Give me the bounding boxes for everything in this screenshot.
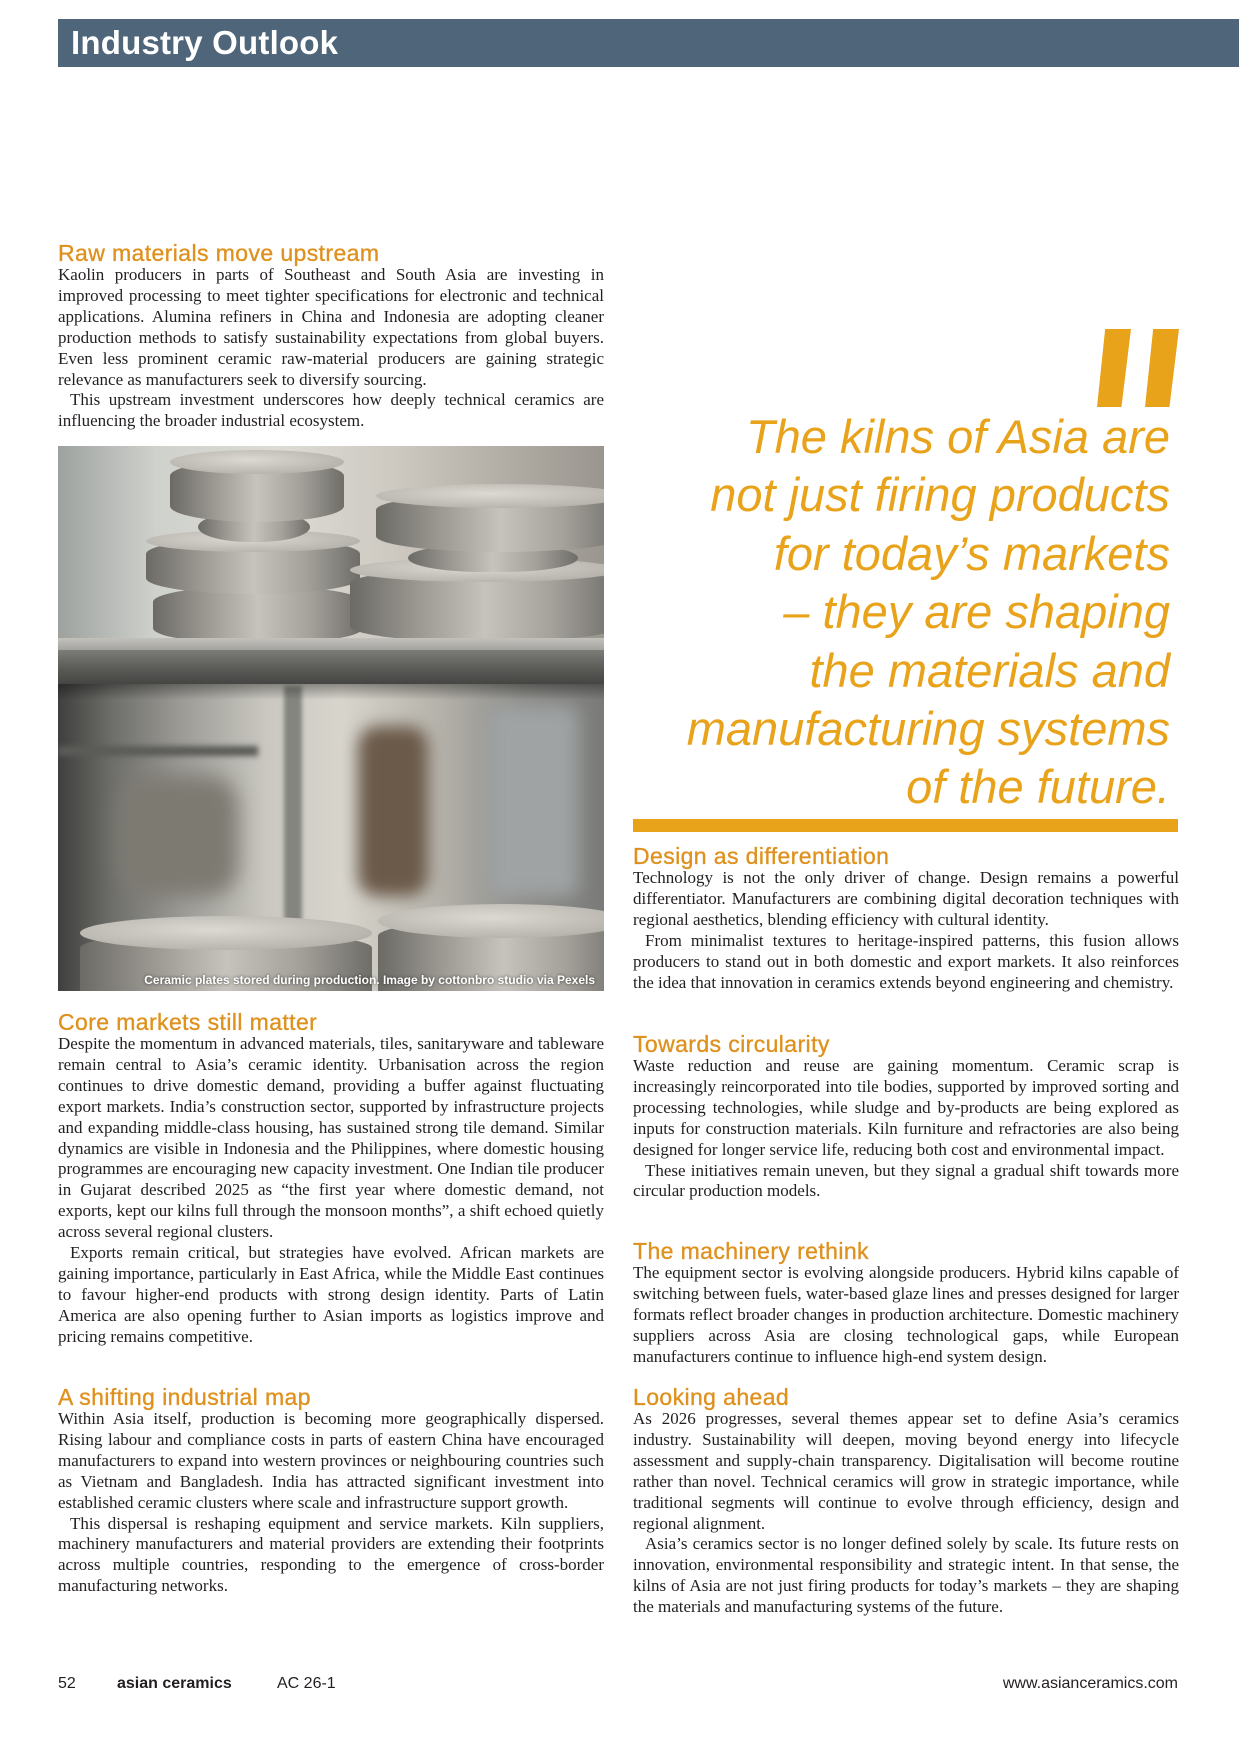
photo-shelf-edge <box>58 650 604 684</box>
pull-quote-line: not just firing products <box>710 468 1170 522</box>
section-header-bar <box>58 19 1239 67</box>
paragraph: From minimalist textures to heritage-inspired patterns, this fusion allows producers to stand out in both domestic and export markets. It also reinforces the idea that innovation in ceramics extends beyond engineering and chemistry. <box>633 930 1179 992</box>
paragraph: Waste reduction and reuse are gaining momentum. Ceramic scrap is increasingly reincorporated into tile bodies, supported by improved sorting and processing technologies, while sludge and by-products are being explored as inputs for construction materials. Kiln furniture and refractories are also being designed for longer service life, reducing both cost and environmental impact. <box>633 1056 1179 1159</box>
photo-ceramic-disc-top <box>170 450 344 474</box>
quote-mark-icon <box>1097 329 1131 407</box>
article-section-design <box>633 844 1179 993</box>
article-section-machinery <box>633 1239 1179 1368</box>
section-heading: Core markets still matter <box>58 1009 318 1035</box>
photo-shelf-surface <box>58 638 604 650</box>
section-heading: The machinery rethink <box>633 1238 869 1264</box>
photo-caption: Ceramic plates stored during production. Image by cottonbro studio via Pexels <box>144 973 595 987</box>
photo-ceramic-disc-top <box>80 916 372 950</box>
article-section-core-markets <box>58 1010 604 1348</box>
section-heading: A shifting industrial map <box>58 1384 311 1410</box>
pull-quote-divider <box>633 819 1178 832</box>
section-heading: Raw materials move upstream <box>58 240 380 266</box>
pull-quote-line: manufacturing systems <box>686 702 1170 756</box>
page-number: 52 <box>58 1675 76 1692</box>
section-title: Industry Outlook <box>71 24 339 61</box>
paragraph: Despite the momentum in advanced materials, tiles, sanitaryware and tableware remain central to Asia’s ceramic identity. Urbanisation across the region continues to drive domestic demand, providing a buffer against fluctuating export markets. India’s construction sector, supported by infrastructure projects and expanding middle-class housing, has sustained strong tile demand. Similar dynamics are visible in Indonesia and the Philippines, where domestic housing programmes are encouraging new capacity investment. One Indian tile producer in Gujarat described 2025 as “the first year where domestic demand, not exports, kept our kilns full through the monsoon months”, a shift echoed quietly across several regional clusters. <box>58 1034 604 1242</box>
article-section-looking-ahead <box>633 1385 1179 1618</box>
photo-blurred-object <box>358 726 428 896</box>
quote-mark-icon <box>1145 329 1179 407</box>
pull-quote-line: the materials and <box>809 643 1170 697</box>
paragraph: The equipment sector is evolving alongside producers. Hybrid kilns capable of switching between fuels, water-based glaze lines and presses designed for larger formats reflect broader changes in production architecture. Domestic machinery suppliers across Asia are closing technological gaps, while European manufacturers continue to influence high-end system design. <box>633 1263 1179 1366</box>
paragraph: As 2026 progresses, several themes appear set to define Asia’s ceramics industry. Sustainability will deepen, moving beyond energy into lifecycle assessment and supply-chain transparency. Digitalisation will become routine rather than novel. Technical ceramics will grow in strategic importance, while traditional segments will continue to evolve through efficiency, design and regional alignment. <box>633 1409 1179 1533</box>
article-section-circularity <box>633 1032 1179 1202</box>
paragraph: Within Asia itself, production is becoming more geographically dispersed. Rising labour and compliance costs in parts of eastern China have encouraged manufacturers to expand into western provinces or neighbouring countries such as Vietnam and Bangladesh. India has attracted significant investment into established ceramic clusters where scale and infrastructure support growth. <box>58 1409 604 1512</box>
photo-blurred-object <box>488 706 578 896</box>
article-photo <box>58 446 604 991</box>
paragraph: Kaolin producers in parts of Southeast and South Asia are investing in improved processing to meet tighter specifications for electronic and technical applications. Alumina refiners in China and Indonesia are adopting cleaner production methods to satisfy sustainability expectations from global buyers. Even less prominent ceramic raw-material producers are gaining strategic relevance as manufacturers seek to diversify sourcing. <box>58 265 604 389</box>
photo-blurred-shelf <box>58 746 258 756</box>
article-section-shifting-map <box>58 1385 604 1597</box>
paragraph: These initiatives remain uneven, but they signal a gradual shift towards more circular production models. <box>633 1160 1179 1201</box>
pull-quote-line: of the future. <box>906 760 1170 814</box>
issue-number: AC 26-1 <box>277 1675 336 1692</box>
pull-quote-line: for today’s markets <box>773 526 1170 580</box>
paragraph: Exports remain critical, but strategies have evolved. African markets are gaining importance, particularly in East Africa, while the Middle East continues to favour higher-end products with strong design identity. Parts of Latin America are also opening further to Asian imports as logistics improve and pricing remains competitive. <box>58 1243 604 1346</box>
section-heading: Looking ahead <box>633 1384 790 1410</box>
photo-shelf-shadow <box>58 684 604 700</box>
photo-ceramic-disc <box>153 586 363 644</box>
paragraph: Technology is not the only driver of change. Design remains a powerful differentiator. Manufacturers are combining digital decoration techniques with regional aesthetics, blending efficiency with cultural identity. <box>633 868 1179 929</box>
paragraph: This dispersal is reshaping equipment and service markets. Kiln suppliers, machinery manufacturers and material providers are extending their footprints across multiple countries, responding to the emergence of cross-border manufacturing networks. <box>58 1513 604 1596</box>
pull-quote-line: – they are shaping <box>783 585 1170 639</box>
photo-blurred-object <box>118 776 238 896</box>
paragraph: Asia’s ceramics sector is no longer defined solely by scale. Its future rests on innovation, environmental responsibility and strategic intent. In that sense, the kilns of Asia are not just firing products for today’s markets – they are shaping the materials and manufacturing systems of the future. <box>633 1534 1179 1617</box>
section-heading: Towards circularity <box>633 1031 830 1057</box>
pull-quote-line: The kilns of Asia are <box>745 410 1170 463</box>
website-url: www.asianceramics.com <box>1002 1675 1178 1692</box>
pull-quote <box>630 408 1170 817</box>
paragraph: This upstream investment underscores how deeply technical ceramics are influencing the broader industrial ecosystem. <box>58 390 604 431</box>
article-section-raw-materials <box>58 241 604 432</box>
section-heading: Design as differentiation <box>633 843 890 869</box>
magazine-name: asian ceramics <box>117 1675 232 1692</box>
